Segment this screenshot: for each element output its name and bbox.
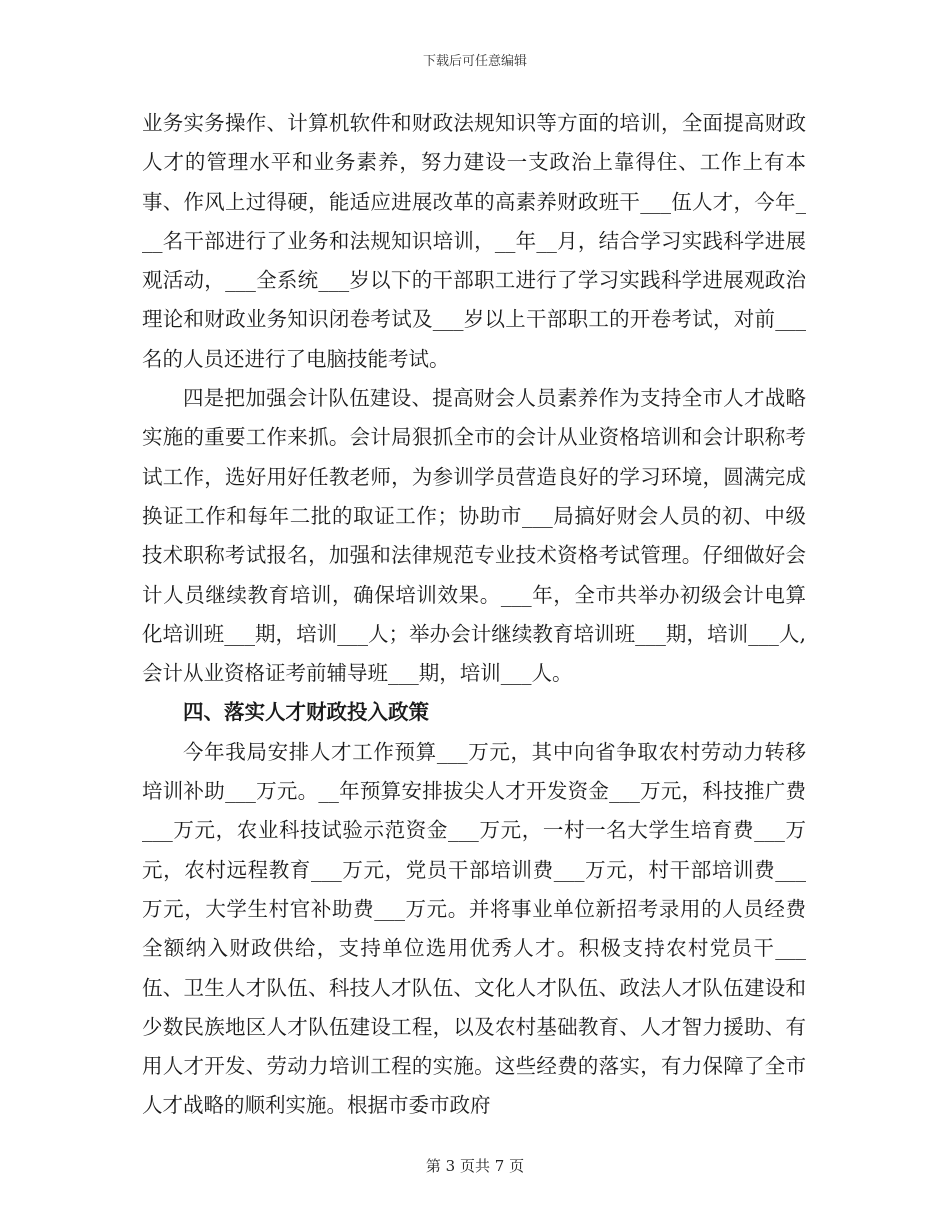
paragraph-training: 业务实务操作、计算机软件和财政法规知识等方面的培训，全面提高财政人才的管理水平和业务素养，努力建设一支政治上靠得住、工作上有本事、作风上过得硬，能适应进展改革的高素养财政班干___伍人才，今年___名干部进行了业务和法规知识培训，__年__月，结合学习实践科学进展观活动，___全系统___岁以下的干部职工进行了学习实践科学进展观政治理论和财政业务知识闭卷考试及___岁以上干部职工的开卷考试，对前___名的人员还进行了电脑技能考试。	[142, 111, 806, 371]
page-header: 下载后可任意编辑	[422, 54, 527, 69]
page-footer: 第 3 页共 7 页	[425, 1157, 525, 1175]
section-heading: 四、落实人才财政投入政策	[183, 700, 429, 725]
paragraph-accounting: 四是把加强会计队伍建设、提高财会人员素养作为支持全市人才战略实施的重要工作来抓。会计局狠抓全市的会计从业资格培训和会计职称考试工作，选好用好任教老师，为参训学员营造良好的学习环境，圆满完成换证工作和每年二批的取证工作；协助市___局搞好财会人员的初、中级技术职称考试报名，加强和法律规范专业技术资格考试管理。仔细做好会计人员继续教育培训，确保培训效果。___年，全市共举办初级会计电算化培训班___期，培训___人；举办会计继续教育培训班___期，培训___人,会计从业资格证考前辅导班___期，培训___人。	[142, 386, 806, 686]
document-body	[142, 104, 806, 1126]
paragraph-budget: 今年我局安排人才工作预算___万元，其中向省争取农村劳动力转移培训补助___万元。__年预算安排拔尖人才开发资金___万元，科技推广费___万元，农业科技试验示范资金___万元，一村一名大学生培育费___万元，农村远程教育___万元，党员干部培训费___万元，村干部培训费___万元，大学生村官补助费___万元。并将事业单位新招考录用的人员经费全额纳入财政供给，支持单位选用优秀人才。积极支持农村党员干___伍、卫生人才队伍、科技人才队伍、文化人才队伍、政法人才队伍建设和少数民族地区人才队伍建设工程，以及农村基础教育、人才智力援助、有用人才开发、劳动力培训工程的实施。这些经费的落实，有力保障了全市人才战略的顺利实施。根据市委市政府	[142, 739, 806, 1118]
